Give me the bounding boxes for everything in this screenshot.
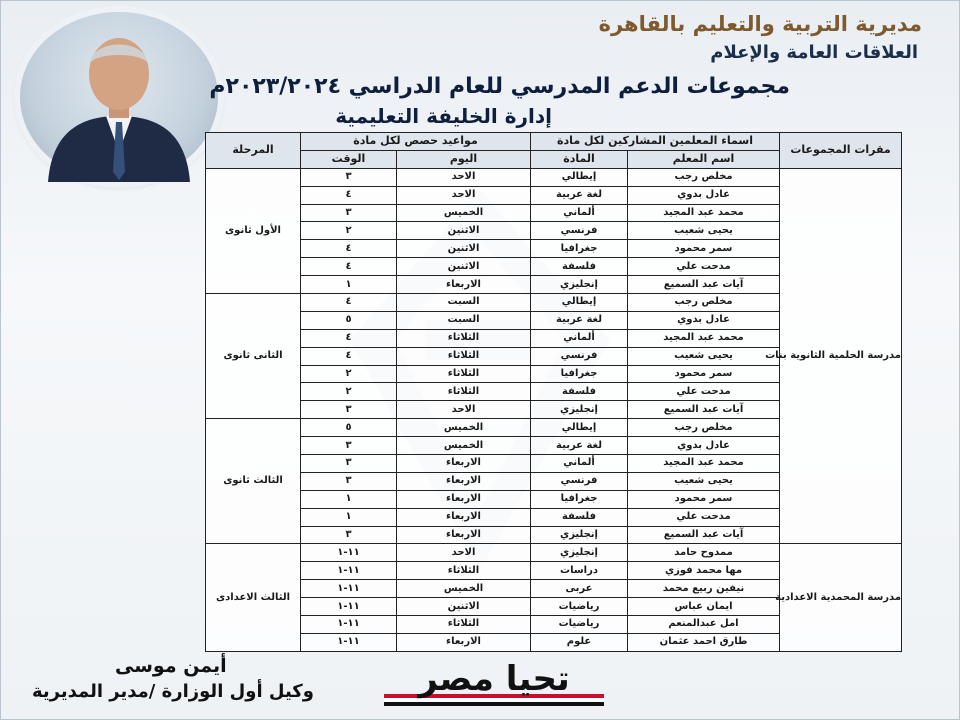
cell-subject: علوم xyxy=(531,633,628,651)
cell-time: ٥ xyxy=(301,419,397,437)
cell-time: ١١-١ xyxy=(301,580,397,598)
cell-subject: فلسفة xyxy=(531,508,628,526)
cell-day: الثلاثاء xyxy=(397,562,531,580)
cell-day: الثلاثاء xyxy=(397,347,531,365)
cell-time: ٤ xyxy=(301,294,397,312)
cell-day: الخميس xyxy=(397,580,531,598)
cell-day: الاربعاء xyxy=(397,472,531,490)
header-stage: المرحلة xyxy=(206,133,301,169)
cell-subject: إنجليزي xyxy=(531,544,628,562)
table-row xyxy=(206,544,902,562)
cell-time: ١ xyxy=(301,508,397,526)
cell-time: ٥ xyxy=(301,311,397,329)
cell-teacher: يحيى شعيب xyxy=(628,472,780,490)
cell-time: ١ xyxy=(301,276,397,294)
cell-day: الاحد xyxy=(397,168,531,186)
cell-teacher: مخلص رجب xyxy=(628,168,780,186)
cell-subject: لغة عربية xyxy=(531,311,628,329)
cell-time: ٤ xyxy=(301,347,397,365)
cell-day: الاربعاء xyxy=(397,276,531,294)
cell-teacher: ممدوح حامد xyxy=(628,544,780,562)
header-locations: مقرات المجموعات xyxy=(780,133,902,169)
main-title: مجموعات الدعم المدرسي للعام الدراسي ٢٠٢٣/٢٠٢٤م xyxy=(209,74,790,99)
cell-day: الاربعاء xyxy=(397,455,531,473)
logo-text: تحيا مصر xyxy=(418,659,570,699)
cell-time: ٣ xyxy=(301,437,397,455)
cell-day: السبت xyxy=(397,311,531,329)
signatory-title: وكيل أول الوزارة /مدير المديرية xyxy=(32,681,314,702)
cell-teacher: عادل بدوي xyxy=(628,186,780,204)
cell-subject: رياضيات xyxy=(531,598,628,616)
cell-time: ٣ xyxy=(301,526,397,544)
table-row xyxy=(206,168,902,186)
cell-teacher: سمر محمود xyxy=(628,365,780,383)
cell-teacher: يحيى شعيب xyxy=(628,222,780,240)
tahya-masr-logo xyxy=(378,654,610,710)
cell-time: ٣ xyxy=(301,204,397,222)
cell-subject: فرنسي xyxy=(531,222,628,240)
cell-teacher: طارق احمد عثمان xyxy=(628,633,780,651)
cell-day: الثلاثاء xyxy=(397,383,531,401)
signatory-name: أيمن موسى xyxy=(115,655,227,677)
cell-time: ٣ xyxy=(301,455,397,473)
cell-time: ٣ xyxy=(301,472,397,490)
cell-teacher: مدحت علي xyxy=(628,383,780,401)
cell-time: ١١-١ xyxy=(301,633,397,651)
cell-subject: ألماني xyxy=(531,329,628,347)
cell-teacher: مدحت علي xyxy=(628,508,780,526)
cell-subject: فرنسي xyxy=(531,472,628,490)
header-subject: المادة xyxy=(531,150,628,168)
cell-subject: دراسات xyxy=(531,562,628,580)
cell-subject: إيطالي xyxy=(531,294,628,312)
cell-day: الاثنين xyxy=(397,598,531,616)
cell-time: ٢ xyxy=(301,222,397,240)
cell-day: الخميس xyxy=(397,437,531,455)
cell-time: ٤ xyxy=(301,258,397,276)
cell-subject: إنجليزي xyxy=(531,401,628,419)
cell-subject: رياضيات xyxy=(531,616,628,634)
cell-subject: لغة عربية xyxy=(531,437,628,455)
cell-day: السبت xyxy=(397,294,531,312)
cell-teacher: ايمان عباس xyxy=(628,598,780,616)
cell-time: ٣ xyxy=(301,401,397,419)
cell-time: ٤ xyxy=(301,240,397,258)
cell-day: الخميس xyxy=(397,204,531,222)
cell-teacher: سمر محمود xyxy=(628,490,780,508)
cell-time: ١١-١ xyxy=(301,598,397,616)
directorate-title: مديرية التربية والتعليم بالقاهرة xyxy=(598,12,922,36)
cell-day: الثلاثاء xyxy=(397,365,531,383)
cell-subject: عربى xyxy=(531,580,628,598)
cell-subject: جغرافيا xyxy=(531,240,628,258)
cell-time: ١١-١ xyxy=(301,616,397,634)
header-schedule: مواعيد حصص لكل مادة xyxy=(301,133,531,151)
cell-teacher: مها محمد فوزي xyxy=(628,562,780,580)
schedule-body xyxy=(206,168,902,651)
cell-time: ٤ xyxy=(301,329,397,347)
cell-day: الثلاثاء xyxy=(397,616,531,634)
cell-day: الاثنين xyxy=(397,258,531,276)
header-teacher-name: اسم المعلم xyxy=(628,150,780,168)
cell-day: الاربعاء xyxy=(397,633,531,651)
cell-subject: إنجليزي xyxy=(531,526,628,544)
cell-subject: فلسفة xyxy=(531,383,628,401)
cell-day: الاثنين xyxy=(397,240,531,258)
cell-time: ١ xyxy=(301,490,397,508)
cell-teacher: عادل بدوي xyxy=(628,311,780,329)
cell-day: الاحد xyxy=(397,544,531,562)
cell-time: ١١-١ xyxy=(301,544,397,562)
cell-teacher: نيفين ربيع محمد xyxy=(628,580,780,598)
cell-subject: إيطالي xyxy=(531,419,628,437)
cell-stage: الثالث الاعدادى xyxy=(206,544,301,651)
cell-teacher: عادل بدوي xyxy=(628,437,780,455)
cell-subject: لغة عربية xyxy=(531,186,628,204)
cell-day: الاحد xyxy=(397,186,531,204)
official-portrait xyxy=(20,12,218,182)
cell-day: الاثنين xyxy=(397,222,531,240)
cell-day: الاربعاء xyxy=(397,508,531,526)
cell-teacher: يحيى شعيب xyxy=(628,347,780,365)
administration-title: إدارة الخليفة التعليمية xyxy=(335,104,552,128)
cell-teacher: مخلص رجب xyxy=(628,419,780,437)
cell-location: مدرسة الحلمية الثانوية بنات xyxy=(780,168,902,544)
cell-time: ٢ xyxy=(301,365,397,383)
cell-time: ٣ xyxy=(301,168,397,186)
cell-teacher: آيات عبد السميع xyxy=(628,526,780,544)
cell-teacher: امل عبدالمنعم xyxy=(628,616,780,634)
cell-teacher: سمر محمود xyxy=(628,240,780,258)
cell-day: الاربعاء xyxy=(397,526,531,544)
cell-stage: الثالث ثانوى xyxy=(206,419,301,544)
cell-teacher: محمد عبد المجيد xyxy=(628,204,780,222)
cell-time: ٤ xyxy=(301,186,397,204)
cell-teacher: مخلص رجب xyxy=(628,294,780,312)
cell-teacher: محمد عبد المجيد xyxy=(628,329,780,347)
cell-time: ١١-١ xyxy=(301,562,397,580)
cell-subject: إنجليزي xyxy=(531,276,628,294)
cell-subject: إيطالي xyxy=(531,168,628,186)
header-teachers: اسماء المعلمين المشاركين لكل مادة xyxy=(531,133,780,151)
cell-day: الخميس xyxy=(397,419,531,437)
cell-day: الاحد xyxy=(397,401,531,419)
cell-teacher: محمد عبد المجيد xyxy=(628,455,780,473)
cell-stage: الثانى ثانوى xyxy=(206,294,301,419)
cell-subject: فرنسي xyxy=(531,347,628,365)
header-time: الوقت xyxy=(301,150,397,168)
cell-day: الاربعاء xyxy=(397,490,531,508)
cell-subject: ألماني xyxy=(531,455,628,473)
header-day: اليوم xyxy=(397,150,531,168)
cell-teacher: آيات عبد السميع xyxy=(628,401,780,419)
cell-subject: جغرافيا xyxy=(531,365,628,383)
cell-subject: ألماني xyxy=(531,204,628,222)
cell-time: ٢ xyxy=(301,383,397,401)
cell-stage: الأول ثانوى xyxy=(206,168,301,293)
cell-location: مدرسة المحمدية الاعدادية xyxy=(780,544,902,651)
cell-day: الثلاثاء xyxy=(397,329,531,347)
cell-subject: جغرافيا xyxy=(531,490,628,508)
cell-subject: فلسفة xyxy=(531,258,628,276)
cell-teacher: آيات عبد السميع xyxy=(628,276,780,294)
cell-teacher: مدحت علي xyxy=(628,258,780,276)
schedule-table xyxy=(205,132,902,652)
public-relations-title: العلاقات العامة والإعلام xyxy=(710,42,918,63)
